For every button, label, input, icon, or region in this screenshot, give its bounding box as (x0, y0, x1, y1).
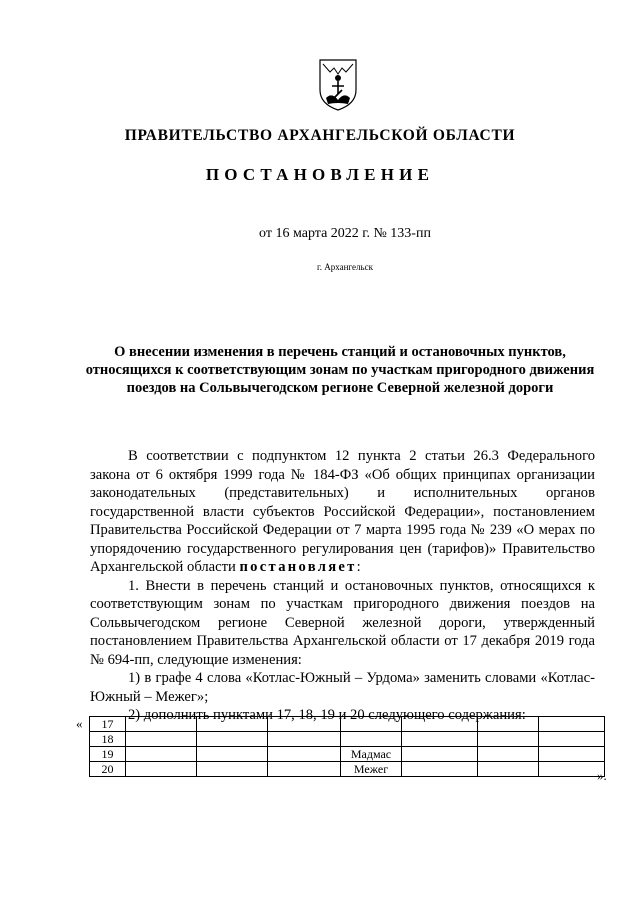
row-number: 20 (90, 762, 126, 777)
item-1-1: 1) в графе 4 слова «Котлас-Южный – Урдома» заменить словами «Котлас-Южный – Межег»; (90, 670, 595, 705)
coat-of-arms-emblem (318, 58, 358, 112)
row-number: 17 (90, 717, 126, 732)
station-name: Мадмас (341, 747, 402, 762)
station-name: Межег (341, 762, 402, 777)
document-body (90, 447, 595, 725)
document-subject: О внесении изменения в перечень станций и остановочных пунктов, относящихся к соответствующим зонам по участкам пригородного движения поездов на Сольвычегодском регионе Северной железной дороги (85, 344, 595, 396)
table-row (90, 747, 605, 762)
row-number: 18 (90, 732, 126, 747)
opening-quote: « (76, 716, 83, 731)
table-row (90, 717, 605, 732)
table-row (90, 732, 605, 747)
intro-paragraph (90, 447, 595, 577)
row-number: 19 (90, 747, 126, 762)
decree-word: постановляет (239, 559, 357, 575)
stations-table (89, 716, 605, 777)
date-and-number: от 16 марта 2022 г. № 133-пп (259, 226, 431, 241)
city: г. Архангельск (317, 262, 373, 272)
table-row (90, 762, 605, 777)
decree-colon: : (356, 559, 361, 575)
station-name (341, 717, 402, 732)
item-1-2: 2) дополнить пунктами 17, 18, 19 и 20 следующего содержания: (128, 707, 526, 723)
item-1: 1. Внести в перечень станций и остановочных пунктов, относящихся к соответствующим зонам по участкам пригородного движения поездов на Сольвычегодском регионе Северной железной дороги, утвержденный постановлением Правительства Архангельской области от 17 декабря 2019 года № 694-пп, следующие изменения: (90, 577, 595, 668)
government-title: ПРАВИТЕЛЬСТВО АРХАНГЕЛЬСКОЙ ОБЛАСТИ (124, 127, 516, 144)
closing-quote: ». (597, 768, 607, 783)
document-type: ПОСТАНОВЛЕНИЕ (205, 165, 435, 184)
intro-text: В соответствии с подпунктом 12 пункта 2 статьи 26.3 Федерального закона от 6 октября 1999 года № 184-ФЗ «Об общих принципах организации законодательных (представительных) и исполнительных органов государственной власти субъектов Российской Федерации», постановлением Правительства Российской Федерации от 7 марта 1995 года № 239 «О мерах по упорядочению государственного регулирования цен (тарифов)» Правительство Архангельской области (90, 448, 595, 575)
station-name (341, 732, 402, 747)
